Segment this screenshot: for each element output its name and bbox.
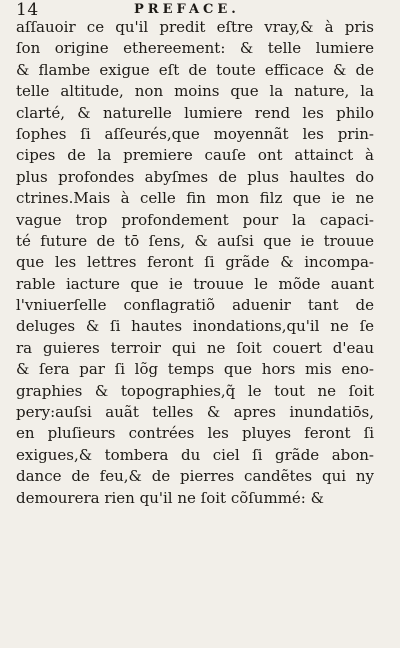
text-line: exigues,& tombera du ciel ſi grãde abon-: [16, 445, 374, 464]
text-line: dance de feu,& de pierres candẽtes qui ny: [16, 467, 374, 486]
text-line: vague trop profondement pour la capaci-: [16, 210, 374, 229]
text-line: ſophes ſi aſſeurés,que moyennãt les prin-: [16, 124, 374, 143]
text-line: ſon origine ethereement: & telle lumiere: [16, 39, 374, 58]
text-line: clarté, & naturelle lumiere rend les philo: [16, 103, 374, 122]
text-line: plus profondes abyſmes de plus haultes do: [16, 167, 374, 186]
text-line: demourera rien qu'il ne ſoit cõſummé: &: [16, 488, 324, 507]
text-line: cipes de la premiere cauſe ont attainct à: [16, 146, 374, 165]
text-line: té future de tō ſens, & auſsi que ie trouue: [16, 231, 374, 250]
text-line: pery:auſsi auãt telles & apres inundatiōs,: [16, 403, 374, 422]
text-line: graphies & topographies,q̃ le tout ne ſoit: [16, 381, 374, 400]
text-line: rable iacture que ie trouue le mõde auant: [16, 274, 374, 293]
text-line: aſſauoir ce qu'il predit eſtre vray,& à pris: [16, 18, 374, 36]
body-text: [16, 17, 374, 509]
text-line: en pluſieurs contrées les pluyes feront ſi: [16, 424, 374, 443]
page-number: 14: [16, 0, 39, 20]
running-head: PREFACE.: [134, 2, 240, 17]
text-line: ctrines.Mais à celle fin mon filz que ie ne: [16, 189, 374, 208]
text-line: & flambe exigue eſt de toute efficace & de: [16, 60, 374, 79]
text-line: que les lettres feront ſi grãde & incompa-: [16, 253, 374, 272]
text-line: & ſera par ſi lõg temps que hors mis eno-: [16, 360, 374, 379]
text-line: ra guieres terroir qui ne ſoit couert d'eau: [16, 338, 374, 357]
text-line: telle altitude, non moins que la nature, la: [16, 82, 374, 101]
text-line: l'vniuerſelle conflagratiõ aduenir tant de: [16, 296, 374, 315]
text-line: deluges & ſi hautes inondations,qu'il ne ſe: [16, 317, 374, 336]
